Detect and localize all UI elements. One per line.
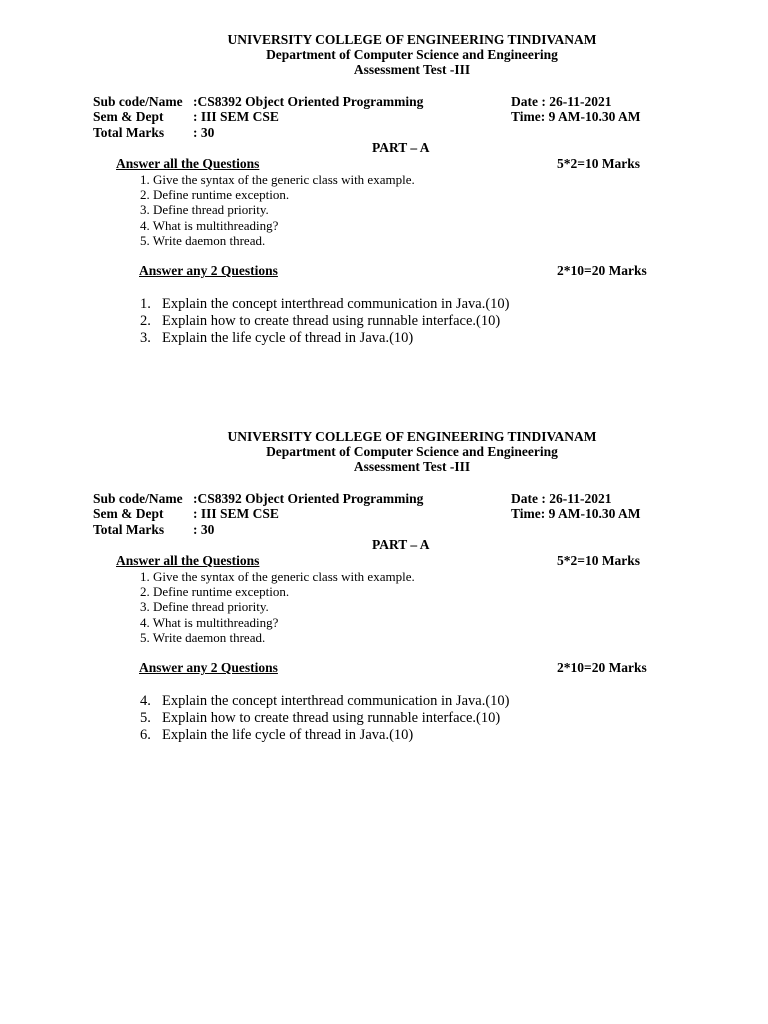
part-a-question: 4. What is multithreading? [140, 217, 279, 233]
total-marks-label: Total Marks [93, 125, 165, 140]
part-b-question [140, 693, 509, 710]
part-b-instruction: Answer any 2 Questions [139, 263, 278, 278]
question-text: Explain how to create thread using runnable interface.(10) [162, 710, 501, 726]
sem-row [93, 506, 279, 522]
question-text: Explain the life cycle of thread in Java.(10) [162, 727, 414, 743]
total-marks-row [93, 125, 214, 141]
sem-row [93, 109, 279, 125]
part-a-instruction: Answer all the Questions [116, 553, 260, 568]
total-marks-value: : 30 [193, 125, 215, 140]
subject-label: Sub code/Name [93, 491, 183, 506]
part-a-question: 1. Give the syntax of the generic class with example. [140, 569, 415, 584]
question-paper-1 [0, 32, 768, 362]
sem-value: : III SEM CSE [193, 506, 279, 521]
question-text: Explain the concept interthread communication in Java.(10) [162, 693, 510, 709]
part-a-question: 5. Write daemon thread. [140, 232, 266, 248]
part-b-question [140, 727, 509, 744]
part-b-question [140, 296, 509, 313]
exam-date: Date : 26-11-2021 [511, 94, 612, 109]
total-marks-value: : 30 [193, 522, 215, 537]
part-b-instruction: Answer any 2 Questions [139, 660, 278, 675]
question-text: Explain how to create thread using runnable interface.(10) [162, 313, 501, 329]
subject-row [93, 94, 423, 110]
part-a-title: PART – A [372, 140, 430, 155]
question-text: Explain the concept interthread communication in Java.(10) [162, 296, 510, 312]
question-number: 4. [140, 693, 151, 709]
part-a-question: 2. Define runtime exception. [140, 187, 290, 203]
total-marks-row [93, 522, 214, 538]
part-a-question: 1. Give the syntax of the generic class with example. [140, 172, 415, 187]
part-b-question [140, 710, 509, 727]
question-number: 2. [140, 313, 151, 329]
test-title: Assessment Test -III [353, 62, 471, 77]
sem-value: : III SEM CSE [193, 109, 279, 124]
subject-label: Sub code/Name [93, 94, 183, 109]
question-number: 5. [140, 710, 151, 726]
part-b-marks: 2*10=20 Marks [557, 660, 647, 675]
part-a-question: 3. Define thread priority. [140, 599, 269, 615]
part-a-title: PART – A [372, 537, 430, 552]
part-b-question [140, 313, 509, 330]
subject-value: :CS8392 Object Oriented Programming [193, 491, 424, 506]
total-marks-label: Total Marks [93, 522, 165, 537]
subject-value: :CS8392 Object Oriented Programming [193, 94, 424, 109]
subject-row [93, 491, 423, 507]
college-name: UNIVERSITY COLLEGE OF ENGINEERING TINDIVANAM [227, 32, 597, 47]
question-text: Explain the life cycle of thread in Java.(10) [162, 330, 414, 346]
question-paper-2 [0, 429, 768, 759]
department-name: Department of Computer Science and Engineering [266, 444, 558, 459]
question-number: 6. [140, 727, 151, 743]
sem-label: Sem & Dept [93, 506, 164, 521]
question-number: 1. [140, 296, 151, 312]
exam-time: Time: 9 AM-10.30 AM [511, 506, 641, 521]
college-name: UNIVERSITY COLLEGE OF ENGINEERING TINDIVANAM [227, 429, 597, 444]
part-a-question: 4. What is multithreading? [140, 614, 279, 630]
sem-label: Sem & Dept [93, 109, 164, 124]
part-a-question: 5. Write daemon thread. [140, 629, 266, 645]
part-a-marks: 5*2=10 Marks [557, 553, 641, 568]
part-b-question-list [140, 296, 509, 347]
part-a-question: 2. Define runtime exception. [140, 584, 290, 600]
part-a-question-list [140, 172, 415, 248]
part-a-instruction: Answer all the Questions [116, 156, 260, 171]
test-title: Assessment Test -III [353, 459, 471, 474]
question-number: 3. [140, 330, 151, 346]
part-a-question: 3. Define thread priority. [140, 202, 269, 218]
part-b-question [140, 330, 509, 347]
part-a-question-list [140, 569, 415, 645]
exam-date: Date : 26-11-2021 [511, 491, 612, 506]
department-name: Department of Computer Science and Engineering [266, 47, 558, 62]
part-b-question-list [140, 693, 509, 744]
exam-time: Time: 9 AM-10.30 AM [511, 109, 641, 124]
part-b-marks: 2*10=20 Marks [557, 263, 647, 278]
part-a-marks: 5*2=10 Marks [557, 156, 641, 171]
